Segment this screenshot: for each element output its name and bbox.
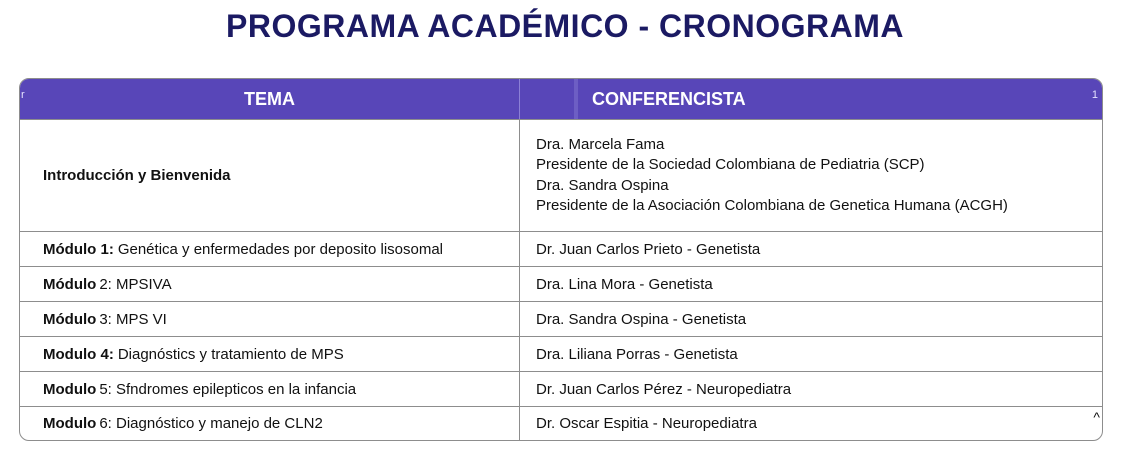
caret-mark: ^ <box>1093 409 1100 425</box>
table-row <box>20 231 1102 266</box>
module-topic: 3: MPS VI <box>99 310 167 328</box>
module-topic: 6: Diagnóstico y manejo de CLN2 <box>99 415 323 432</box>
table-row <box>20 266 1102 301</box>
speaker-cell: Dra. Sandra Ospina - Genetista <box>536 310 747 328</box>
tema-cell <box>20 302 520 336</box>
tema-cell <box>20 232 520 266</box>
header-divider-accent <box>574 79 578 119</box>
header-tema: TEMA <box>20 79 520 119</box>
speaker-cell: Dr. Juan Carlos Pérez - Neuropediatra <box>536 380 792 398</box>
intro-tema-cell: Introducción y Bienvenida <box>20 120 520 231</box>
table-header <box>20 79 1102 119</box>
module-topic: 2: MPSIVA <box>99 275 172 293</box>
speaker-cell: Dra. Lina Mora - Genetista <box>536 275 713 293</box>
table-row <box>20 406 1102 440</box>
module-label: Modulo 4: <box>43 345 114 363</box>
intro-speaker-line: Dra. Marcela Fama <box>536 135 665 153</box>
tema-cell <box>20 407 520 440</box>
module-topic: Diagnóstics y tratamiento de MPS <box>117 345 344 363</box>
intro-speaker-line: Dra. Sandra Ospina <box>536 176 669 194</box>
schedule-table <box>19 78 1103 441</box>
module-topic: 5: Sfndromes epilepticos en la infancia <box>99 380 357 398</box>
module-label: Módulo <box>43 310 97 328</box>
tema-cell <box>20 267 520 301</box>
intro-speaker-line: Presidente de la Asociación Colombiana de Genetica Humana (ACGH) <box>536 197 1008 214</box>
speaker-cell: Dra. Liliana Porras - Genetista <box>536 345 738 363</box>
header-corner-mark-left: r <box>21 89 25 101</box>
intro-speaker-line: Presidente de la Sociedad Colombiana de Pediatria (SCP) <box>536 156 925 173</box>
page-title: PROGRAMA ACADÉMICO - CRONOGRAMA <box>226 8 904 44</box>
intro-conferencista-cell <box>520 120 1102 231</box>
module-label: Modulo <box>43 415 97 432</box>
speaker-cell <box>520 407 1102 440</box>
tema-cell <box>20 372 520 406</box>
table-row <box>20 371 1102 406</box>
speaker-text: Dr. Oscar Espitia - Neuropediatra <box>536 415 757 432</box>
header-conferencista <box>520 79 1102 119</box>
header-corner-mark-right: 1 <box>1091 89 1098 101</box>
module-label: Módulo 1: <box>43 240 114 258</box>
tema-cell <box>20 337 520 371</box>
speaker-cell: Dr. Juan Carlos Prieto - Genetista <box>536 240 761 258</box>
module-topic: Genética y enfermedades por deposito lisosomal <box>117 240 444 258</box>
header-conferencista-label: CONFERENCISTA <box>592 88 746 109</box>
module-label: Módulo <box>43 275 97 293</box>
table-row <box>20 301 1102 336</box>
table-row-intro <box>20 119 1102 231</box>
table-row <box>20 336 1102 371</box>
module-label: Modulo <box>43 380 97 398</box>
